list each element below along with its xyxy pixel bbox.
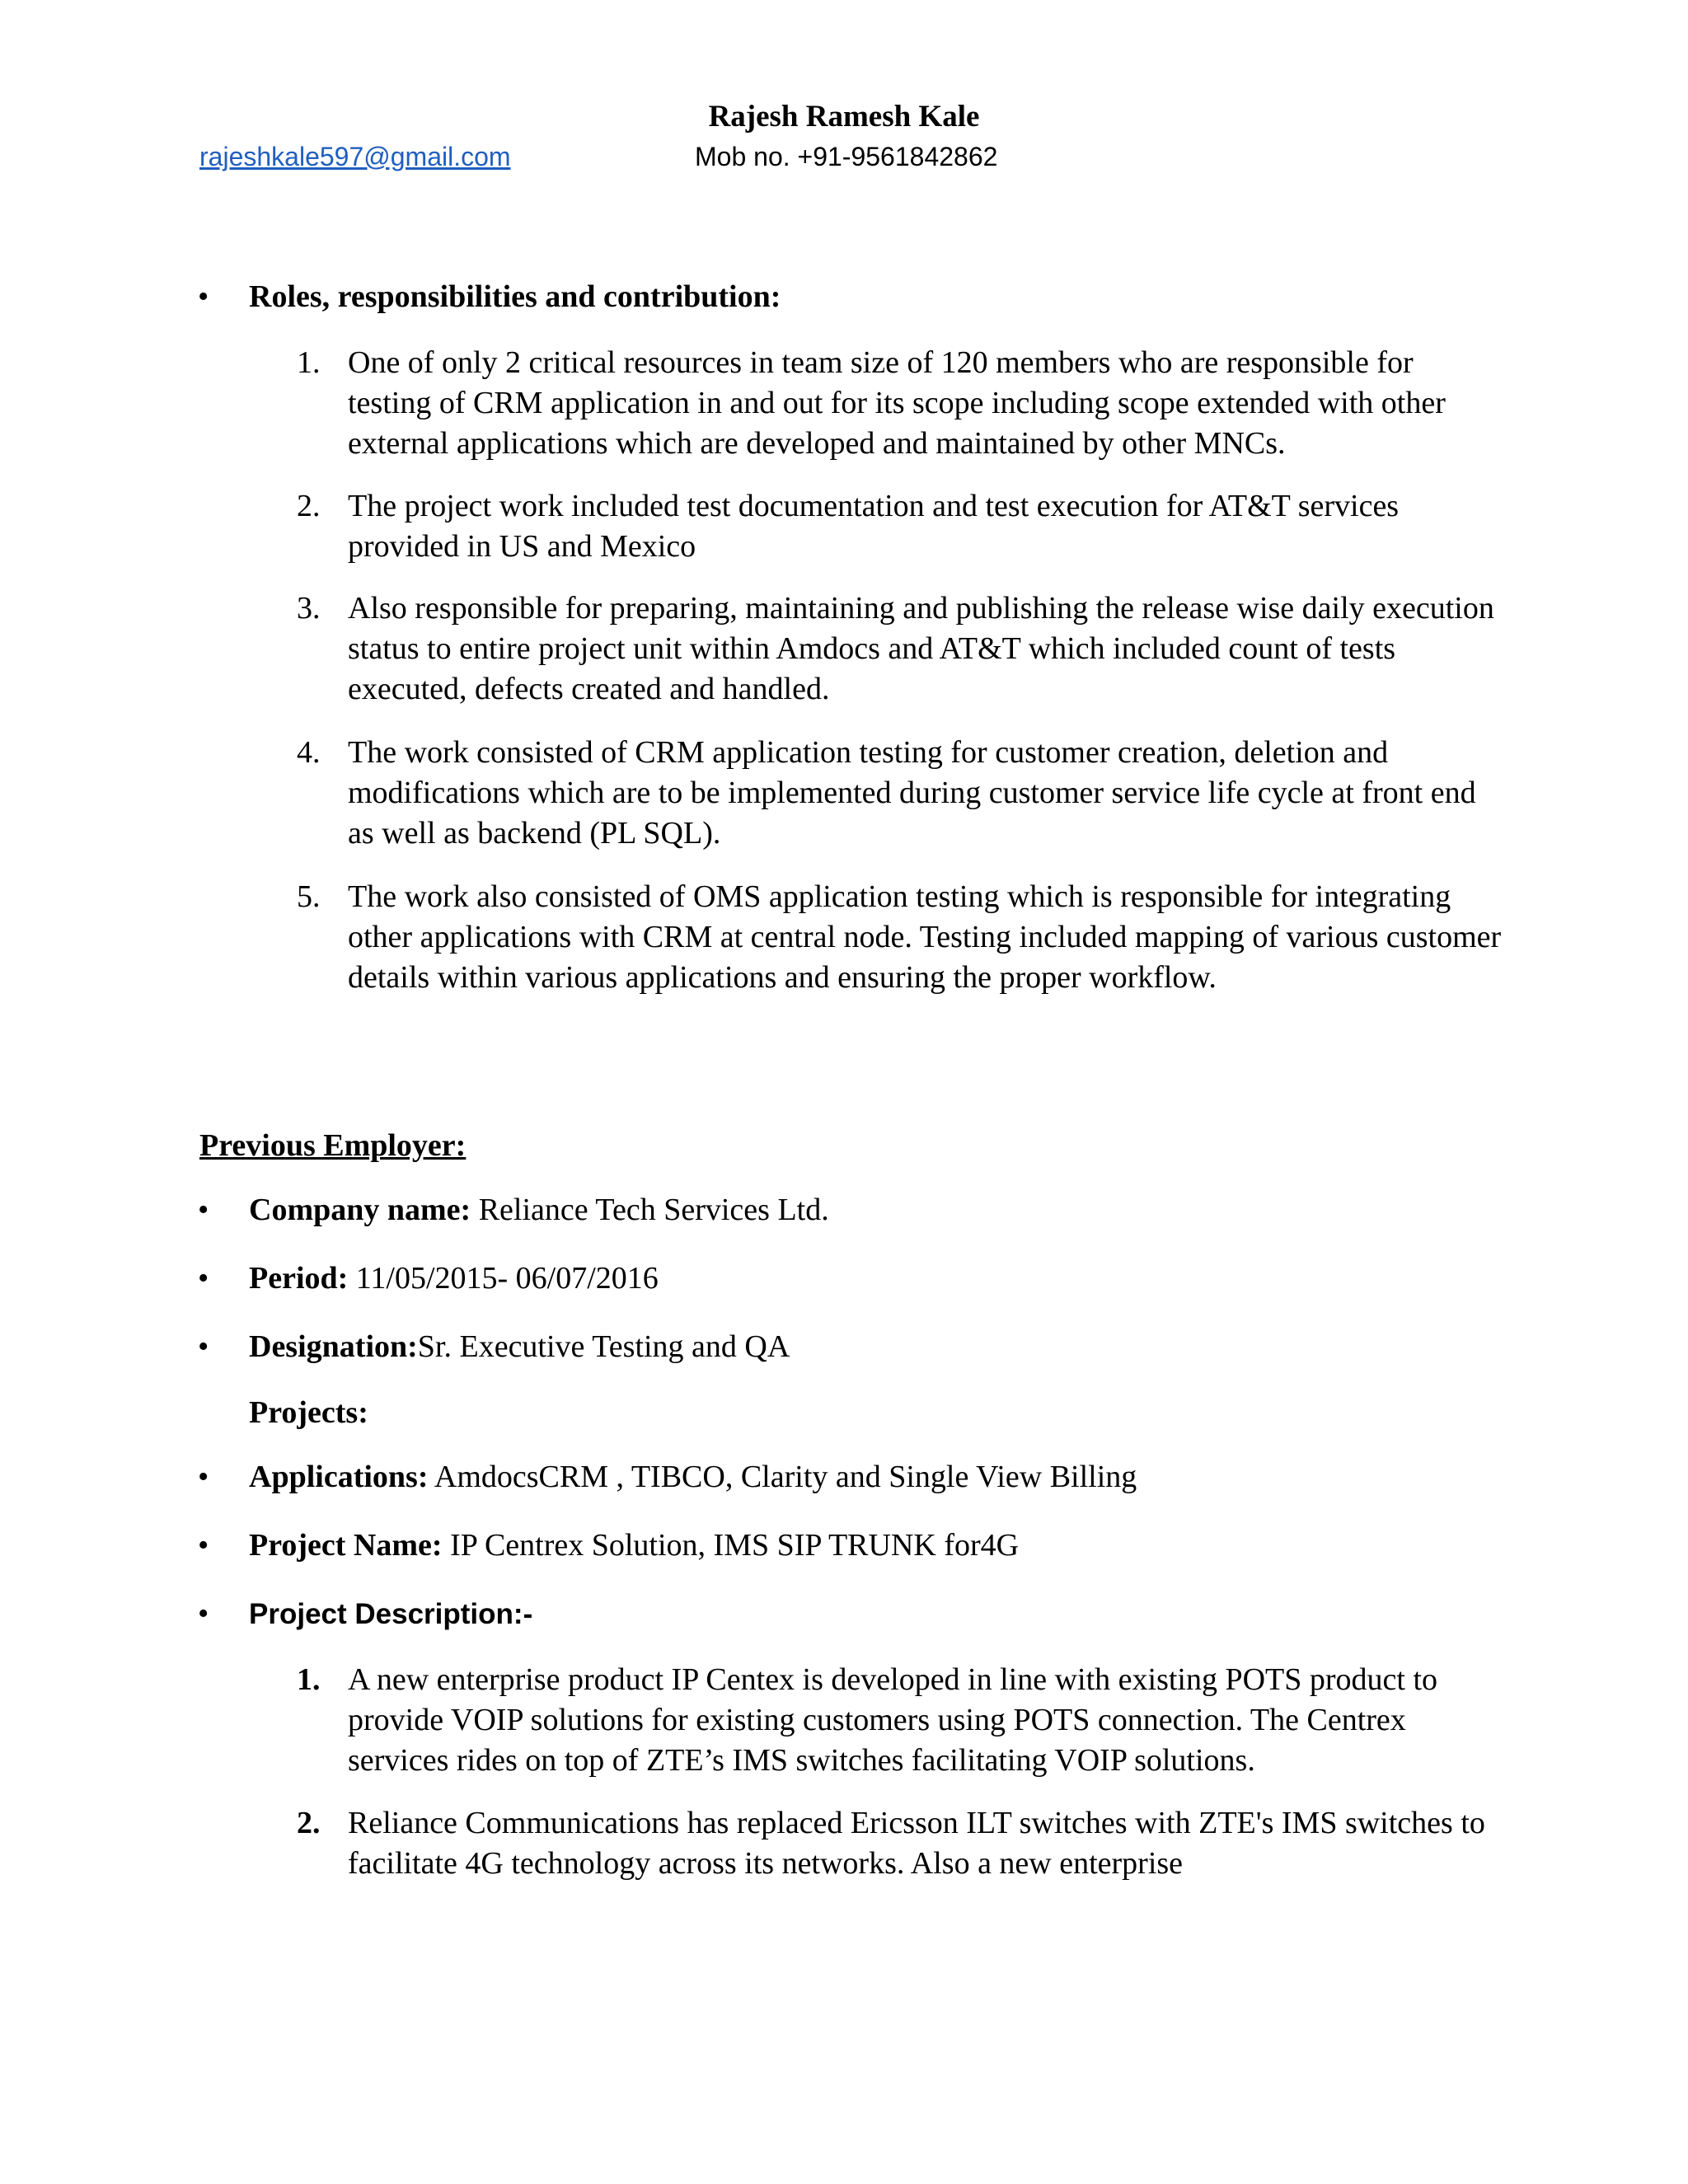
projects-heading: Projects: <box>249 1395 368 1430</box>
project-name-bullet <box>198 1526 1020 1565</box>
applications-bullet <box>198 1457 1137 1497</box>
applications-label: Applications: <box>249 1460 429 1494</box>
bullet-icon: • <box>198 1528 209 1563</box>
period-bullet <box>198 1258 659 1298</box>
project-name-value: IP Centrex Solution, IMS SIP TRUNK for4G <box>442 1528 1020 1563</box>
project-description-label: Project Description:- <box>249 1598 533 1630</box>
applications-value: AmdocsCRM , TIBCO, Clarity and Single View Billing <box>428 1460 1137 1494</box>
project-description-bullet <box>198 1594 533 1634</box>
bullet-icon: • <box>198 1596 209 1631</box>
list-item: 2. Reliance Communications has replaced Ericsson ILT switches with ZTE's IMS switches to facilitate 4G technology across its networks. Also a new enterprise <box>297 1806 1485 1881</box>
period-label: Period: <box>249 1261 349 1296</box>
list-item: 5. The work also consisted of OMS application testing which is responsible for integrating other applications with CRM at central node. Testing included mapping of various customer details within various applications and ensuring the proper workflow. <box>297 879 1502 995</box>
bullet-icon: • <box>198 1261 209 1296</box>
company-value: Reliance Tech Services Ltd. <box>471 1193 829 1227</box>
roles-bullet <box>198 277 781 316</box>
list-item: 4. The work consisted of CRM application testing for customer creation, deletion and modifications which are to be implemented during customer service life cycle at front end as well as backend (PL SQL). <box>297 735 1476 851</box>
designation-bullet <box>198 1327 790 1366</box>
list-item: 3. Also responsible for preparing, maintaining and publishing the release wise daily execution status to entire project unit within Amdocs and AT&T which included count of tests executed, defects created and handled. <box>297 591 1494 706</box>
roles-heading: Roles, responsibilities and contribution: <box>249 279 781 314</box>
bullet-icon: • <box>198 1460 209 1494</box>
bullet-icon: • <box>198 1329 209 1364</box>
previous-employer-heading: Previous Employer: <box>199 1128 467 1163</box>
list-item: 2. The project work included test documentation and test execution for AT&T services provided in US and Mexico <box>297 489 1400 564</box>
designation-value: Sr. Executive Testing and QA <box>417 1329 790 1364</box>
designation-label: Designation: <box>249 1329 418 1364</box>
list-item: 1. A new enterprise product IP Centex is developed in line with existing POTS product to provide VOIP solutions for existing customers using POTS connection. The Centrex services rides on top of ZTE’s IMS switches facilitating VOIP solutions. <box>297 1662 1438 1778</box>
bullet-icon: • <box>198 1193 209 1227</box>
bullet-icon: • <box>198 279 209 314</box>
period-value: 11/05/2015- 06/07/2016 <box>348 1261 659 1296</box>
company-bullet <box>198 1190 829 1230</box>
mobile-number: Mob no. +91-9561842862 <box>695 142 998 171</box>
candidate-name: Rajesh Ramesh Kale <box>708 100 980 134</box>
project-name-label: Project Name: <box>249 1528 443 1563</box>
list-item: 1. One of only 2 critical resources in team size of 120 members who are responsible for testing of CRM application in and out for its scope including scope extended with other external applications which are developed and maintained by other MNCs. <box>297 345 1446 461</box>
email-link[interactable]: rajeshkale597@gmail.com <box>199 142 511 171</box>
company-label: Company name: <box>249 1193 471 1227</box>
